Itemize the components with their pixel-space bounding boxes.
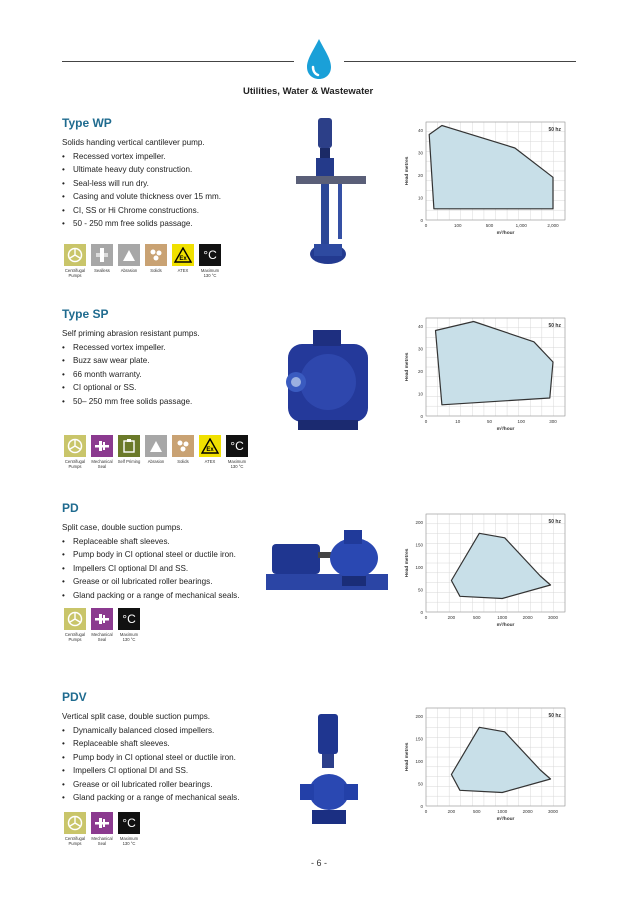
- x-tick-label: 1000: [497, 615, 508, 620]
- product-title: PD: [62, 501, 79, 515]
- y-tick-label: 0: [420, 414, 423, 419]
- y-tick-label: 50: [417, 587, 423, 593]
- atex-badge: Ex ATEX: [170, 244, 196, 279]
- self-priming-icon: [118, 435, 140, 457]
- temperature-icon: °C: [118, 812, 140, 834]
- temperature-icon: °C: [118, 608, 140, 630]
- impeller-icon: [64, 608, 86, 630]
- y-tick-label: 100: [415, 759, 423, 764]
- feature-list: [62, 724, 302, 805]
- atex-ex-icon: [199, 435, 221, 457]
- feature-icons-pd: [62, 608, 143, 643]
- y-tick-label: 200: [415, 520, 423, 525]
- x-tick-label: 100: [517, 419, 526, 424]
- x-axis-label: m³/hour: [496, 623, 515, 628]
- product-pdv: [62, 690, 302, 805]
- feature-item: • Dynamically balanced closed impellers.: [62, 724, 302, 738]
- y-axis-label: Head metres: [405, 548, 410, 578]
- x-axis-label: m³/hour: [496, 427, 515, 432]
- feature-item: • CI, SS or Hi Chrome constructions.: [62, 204, 302, 218]
- feature-item: • Replaceable shaft sleeves.: [62, 535, 302, 549]
- mechanical-seal-icon: [91, 608, 113, 630]
- header-rule-left: [62, 61, 294, 62]
- feature-item: • Pump body in CI optional steel or ductile iron.: [62, 751, 302, 765]
- feature-item: • Ultimate heavy duty construction.: [62, 163, 302, 177]
- frequency-label: 50 hz: [548, 519, 561, 525]
- x-tick-label: 500: [485, 223, 494, 228]
- x-tick-label: 300: [549, 419, 557, 424]
- y-tick-label: 10: [417, 391, 423, 397]
- feature-item: • Gland packing or a range of mechanical seals.: [62, 589, 302, 603]
- mechanical-seal-badge: Mechanical Seal: [89, 608, 115, 643]
- x-tick-label: 0: [424, 223, 428, 228]
- y-tick-label: 10: [417, 195, 423, 201]
- feature-item: • 66 month warranty.: [62, 368, 302, 382]
- feature-item: • Replaceable shaft sleeves.: [62, 737, 302, 751]
- feature-icons-pdv: [62, 812, 143, 847]
- feature-item: • Recessed vortex impeller.: [62, 150, 302, 164]
- feature-icons-wp: [62, 244, 224, 279]
- x-tick-label: 10: [455, 419, 461, 424]
- y-tick-label: 0: [420, 218, 423, 223]
- y-tick-label: 100: [415, 565, 423, 570]
- y-tick-label: 0: [420, 804, 423, 809]
- x-tick-label: 200: [447, 809, 456, 814]
- feature-item: • Pump body in CI optional steel or ductile iron.: [62, 548, 302, 562]
- y-tick-label: 50: [417, 781, 423, 787]
- x-tick-label: 3000: [547, 615, 559, 620]
- feature-item: • CI optional or SS.: [62, 381, 302, 395]
- temperature-icon: °C: [226, 435, 248, 457]
- centrifugal-pumps-badge: Centrifugal Pumps: [62, 435, 88, 470]
- self-priming-badge: Self Priming: [116, 435, 142, 470]
- y-tick-label: 150: [415, 736, 423, 742]
- feature-list: [62, 150, 302, 231]
- y-tick-label: 150: [415, 542, 423, 548]
- mechanical-seal-icon: [91, 812, 113, 834]
- y-axis-label: Head metres: [405, 742, 410, 772]
- max-temp-badge: °C Maximum 130 °C: [116, 608, 142, 643]
- x-tick-label: 3000: [547, 809, 559, 814]
- impeller-icon: [64, 244, 86, 266]
- x-tick-label: 0: [424, 419, 428, 424]
- impeller-icon: [64, 435, 86, 457]
- product-wp: [62, 116, 302, 231]
- y-tick-label: 20: [417, 173, 423, 178]
- x-tick-label: 2000: [522, 809, 533, 814]
- product-description: Split case, double suction pumps.: [62, 523, 183, 532]
- product-title: PDV: [62, 690, 87, 704]
- x-tick-label: 200: [447, 615, 456, 620]
- y-tick-label: 30: [417, 346, 423, 352]
- y-axis-label: Head metres: [405, 156, 410, 186]
- feature-icons-sp: [62, 435, 251, 470]
- mechanical-seal-icon: [91, 435, 113, 457]
- x-tick-label: 2000: [522, 615, 533, 620]
- abrasion-icon: [145, 435, 167, 457]
- product-title: Type SP: [62, 307, 109, 321]
- y-tick-label: 20: [417, 369, 423, 374]
- y-tick-label: 30: [417, 150, 423, 156]
- feature-item: • Recessed vortex impeller.: [62, 341, 302, 355]
- centrifugal-pumps-badge: Centrifugal Pumps: [62, 244, 88, 279]
- y-tick-label: 0: [420, 610, 423, 615]
- sp-self-priming-pump-image: [278, 326, 383, 436]
- performance-chart-pdv: [400, 702, 575, 824]
- x-axis-label: m³/hour: [496, 817, 515, 822]
- product-description: Self priming abrasion resistant pumps.: [62, 329, 200, 338]
- x-tick-label: 0: [424, 615, 428, 620]
- header-rule-right: [344, 61, 576, 62]
- x-tick-label: 100: [453, 223, 462, 228]
- centrifugal-pumps-badge: Centrifugal Pumps: [62, 812, 88, 847]
- impeller-icon: [64, 812, 86, 834]
- temperature-icon: °C: [199, 244, 221, 266]
- max-temp-badge: °C Maximum 130 °C: [197, 244, 223, 279]
- performance-chart-pd: [400, 508, 575, 630]
- feature-item: • 50 - 250 mm free solids passage.: [62, 217, 302, 231]
- pdv-vertical-split-case-pump-image: [298, 712, 360, 830]
- x-tick-label: 1,000: [515, 223, 527, 228]
- product-description: Vertical split case, double suction pumps.: [62, 712, 211, 721]
- y-axis-label: Head metres: [405, 352, 410, 382]
- max-temp-badge: °C Maximum 130 °C: [116, 812, 142, 847]
- feature-item: • 50– 250 mm free solids passage.: [62, 395, 302, 409]
- atex-badge: Ex ATEX: [197, 435, 223, 470]
- sealless-badge: Sealless: [89, 244, 115, 279]
- y-tick-label: 40: [417, 324, 423, 329]
- feature-item: • Grease or oil lubricated roller bearings.: [62, 575, 302, 589]
- svg-text:Ex: Ex: [179, 256, 187, 262]
- frequency-label: 50 hz: [548, 127, 561, 133]
- solids-badge: Solids: [170, 435, 196, 470]
- y-tick-label: 200: [415, 714, 423, 719]
- feature-item: • Seal-less will run dry.: [62, 177, 302, 191]
- feature-item: • Grease or oil lubricated roller bearings.: [62, 778, 302, 792]
- abrasion-icon: [118, 244, 140, 266]
- mechanical-seal-badge: Mechanical Seal: [89, 435, 115, 470]
- product-sp: [62, 307, 302, 408]
- solids-badge: Solids: [143, 244, 169, 279]
- product-description: Solids handing vertical cantilever pump.: [62, 138, 205, 147]
- feature-item: • Impellers CI optional DI and SS.: [62, 562, 302, 576]
- svg-text:Ex: Ex: [206, 447, 214, 453]
- abrasion-badge: Abrasion: [116, 244, 142, 279]
- performance-chart-wp: [400, 116, 575, 238]
- x-tick-label: 1000: [497, 809, 508, 814]
- mechanical-seal-badge: Mechanical Seal: [89, 812, 115, 847]
- water-drop-icon: [304, 37, 334, 81]
- frequency-label: 50 hz: [548, 713, 561, 719]
- x-tick-label: 0: [424, 809, 428, 814]
- feature-item: • Gland packing or a range of mechanical seals.: [62, 791, 302, 805]
- solids-icon: [172, 435, 194, 457]
- feature-list: [62, 341, 302, 409]
- product-title: Type WP: [62, 116, 112, 130]
- solids-icon: [145, 244, 167, 266]
- atex-ex-icon: [172, 244, 194, 266]
- frequency-label: 50 hz: [548, 323, 561, 329]
- performance-chart-sp: [400, 312, 575, 434]
- centrifugal-pumps-badge: Centrifugal Pumps: [62, 608, 88, 643]
- feature-item: • Casing and volute thickness over 15 mm.: [62, 190, 302, 204]
- x-tick-label: 2,000: [547, 223, 559, 228]
- feature-item: • Impellers CI optional DI and SS.: [62, 764, 302, 778]
- feature-item: • Buzz saw wear plate.: [62, 354, 302, 368]
- abrasion-badge: Abrasion: [143, 435, 169, 470]
- wp-vertical-pump-image: [288, 116, 383, 276]
- pd-split-case-pump-image: [262, 514, 392, 612]
- max-temp-badge: °C Maximum 130 °C: [224, 435, 250, 470]
- x-tick-label: 500: [473, 615, 481, 620]
- x-axis-label: m³/hour: [496, 231, 515, 236]
- page-number: - 6 -: [310, 858, 327, 868]
- sealless-icon: [91, 244, 113, 266]
- y-tick-label: 40: [417, 128, 423, 133]
- x-tick-label: 50: [486, 419, 493, 424]
- x-tick-label: 500: [473, 809, 481, 814]
- section-title: Utilities, Water & Wastewater: [243, 86, 374, 97]
